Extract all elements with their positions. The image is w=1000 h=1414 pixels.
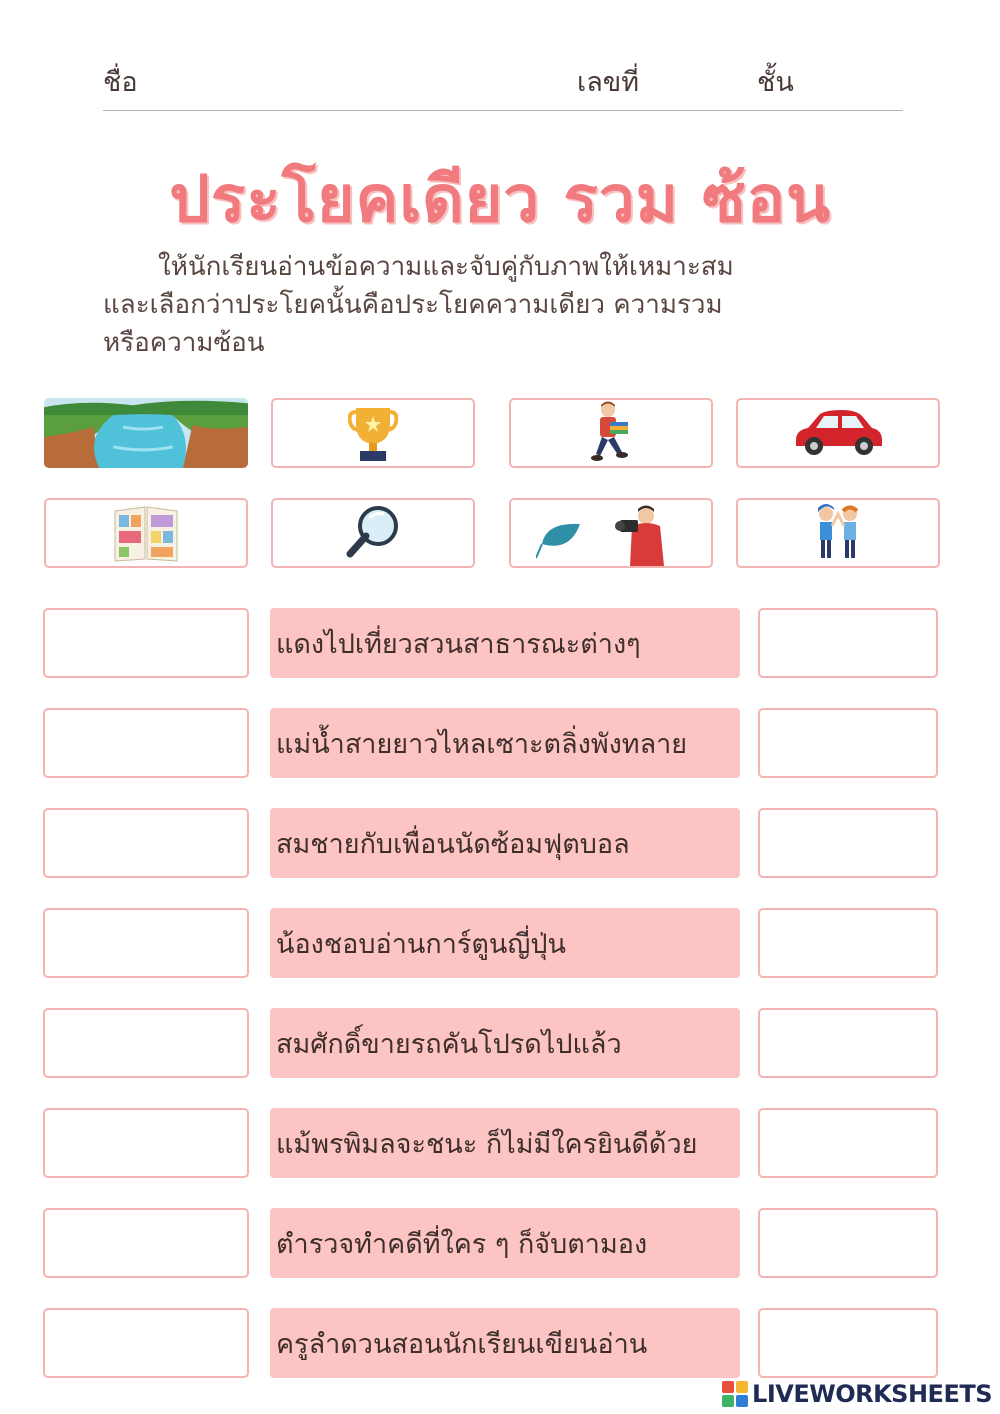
answer-image-slot-3[interactable] bbox=[43, 808, 249, 878]
sentence-8: ครูลำดวนสอนนักเรียนเขียนอ่าน bbox=[270, 1308, 740, 1378]
liveworksheets-logo-text: LIVEWORKSHEETS bbox=[752, 1380, 992, 1408]
image-card-photographer[interactable] bbox=[509, 498, 713, 568]
image-card-trophy[interactable] bbox=[271, 398, 475, 468]
worksheet-title: ประโยคเดียว รวม ซ้อน bbox=[169, 163, 831, 237]
image-card-boys[interactable] bbox=[736, 498, 940, 568]
image-card-river[interactable] bbox=[44, 398, 248, 468]
answer-image-slot-5[interactable] bbox=[43, 1008, 249, 1078]
image-card-car[interactable] bbox=[736, 398, 940, 468]
comic-book-icon bbox=[111, 503, 181, 563]
answer-type-slot-6[interactable] bbox=[758, 1108, 938, 1178]
instructions-line-1: ให้นักเรียนอ่านข้อความและจับคู่กับภาพให้เหมาะสม bbox=[158, 252, 734, 282]
header-divider bbox=[103, 110, 903, 111]
answer-type-slot-7[interactable] bbox=[758, 1208, 938, 1278]
two-boys-high-five-icon bbox=[810, 502, 866, 564]
liveworksheets-logo-icon bbox=[722, 1381, 748, 1407]
image-card-comic[interactable] bbox=[44, 498, 248, 568]
answer-type-slot-1[interactable] bbox=[758, 608, 938, 678]
answer-type-slot-5[interactable] bbox=[758, 1008, 938, 1078]
sentence-2: แม่น้ำสายยาวไหลเซาะตลิ่งพังทลาย bbox=[270, 708, 740, 778]
sentence-1: แดงไปเที่ยวสวนสาธารณะต่างๆ bbox=[270, 608, 740, 678]
sentence-3: สมชายกับเพื่อนนัดซ้อมฟุตบอล bbox=[270, 808, 740, 878]
sentence-5: สมศักดิ์ขายรถคันโปรดไปแล้ว bbox=[270, 1008, 740, 1078]
answer-type-slot-2[interactable] bbox=[758, 708, 938, 778]
sentence-6: แม้พรพิมลจะชนะ ก็ไม่มีใครยินดีด้วย bbox=[270, 1108, 740, 1178]
name-label: ชื่อ bbox=[103, 67, 138, 98]
image-card-boy-books[interactable] bbox=[509, 398, 713, 468]
answer-image-slot-2[interactable] bbox=[43, 708, 249, 778]
red-car-icon bbox=[792, 408, 884, 458]
answer-image-slot-6[interactable] bbox=[43, 1108, 249, 1178]
image-card-magnifier[interactable] bbox=[271, 498, 475, 568]
answer-type-slot-4[interactable] bbox=[758, 908, 938, 978]
answer-image-slot-8[interactable] bbox=[43, 1308, 249, 1378]
boy-carrying-books-icon bbox=[586, 400, 636, 466]
photographer-and-leaf-icon bbox=[536, 500, 686, 566]
answer-image-slot-1[interactable] bbox=[43, 608, 249, 678]
number-label: เลขที่ bbox=[577, 67, 640, 98]
answer-image-slot-4[interactable] bbox=[43, 908, 249, 978]
liveworksheets-logo[interactable] bbox=[722, 1378, 992, 1410]
instructions-line-2: และเลือกว่าประโยคนั้นคือประโยคความเดียว ความรวม bbox=[103, 290, 723, 320]
instructions-line-3: หรือความซ้อน bbox=[103, 328, 265, 358]
answer-type-slot-8[interactable] bbox=[758, 1308, 938, 1378]
class-label: ชั้น bbox=[757, 67, 794, 98]
magnifying-glass-icon bbox=[342, 502, 404, 564]
river-landscape-icon bbox=[44, 398, 248, 468]
instructions bbox=[103, 248, 893, 362]
trophy-icon bbox=[348, 402, 398, 464]
answer-image-slot-7[interactable] bbox=[43, 1208, 249, 1278]
sentence-7: ตำรวจทำคดีที่ใคร ๆ ก็จับตามอง bbox=[270, 1208, 740, 1278]
answer-type-slot-3[interactable] bbox=[758, 808, 938, 878]
sentence-4: น้องชอบอ่านการ์ตูนญี่ปุ่น bbox=[270, 908, 740, 978]
